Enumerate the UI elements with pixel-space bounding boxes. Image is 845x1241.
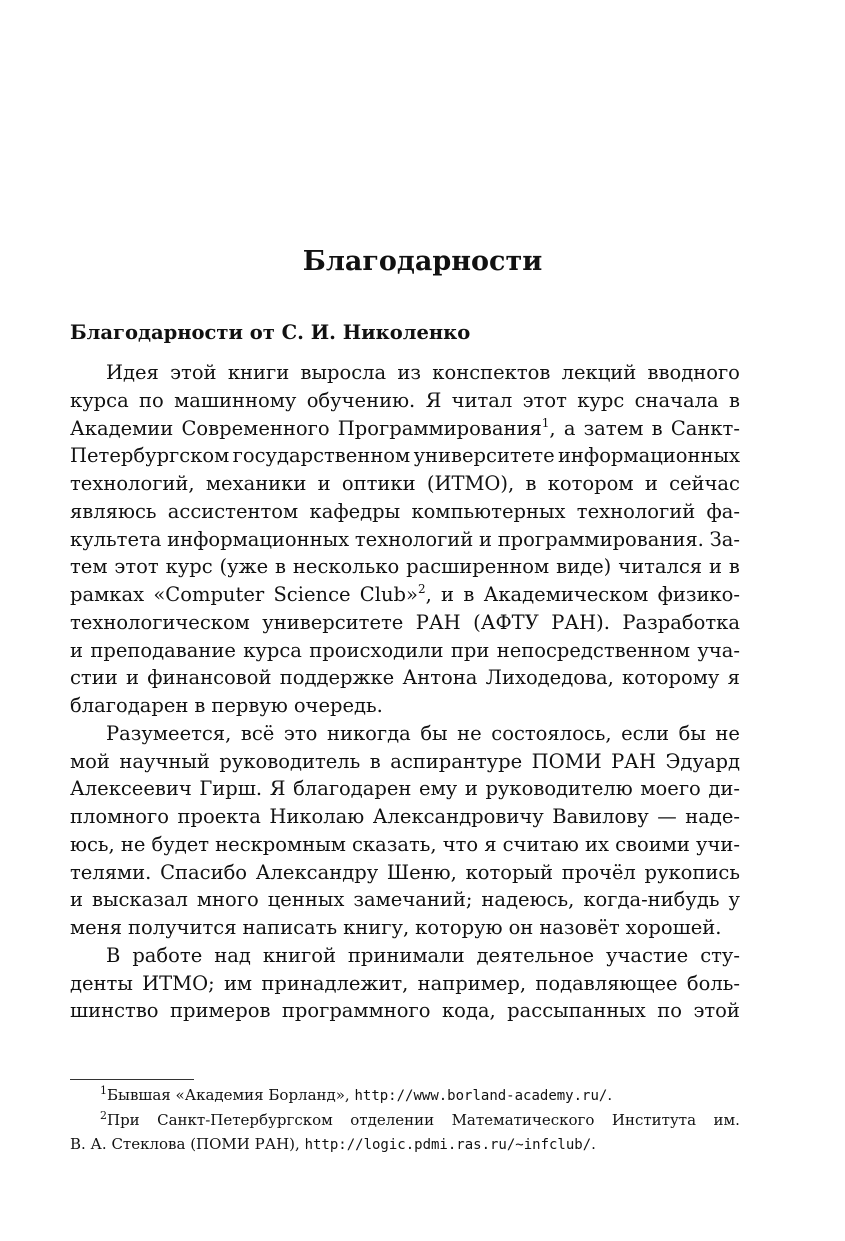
word: курс <box>165 555 213 579</box>
text-line <box>70 359 740 387</box>
word: в <box>525 472 537 495</box>
footnote-link[interactable]: http://www.borland-academy.ru/ <box>354 1088 608 1104</box>
text-line <box>70 581 740 609</box>
word: и <box>478 527 492 551</box>
word: финансовой <box>147 666 272 690</box>
word: Петербургском <box>70 444 230 468</box>
word: ди- <box>708 777 740 801</box>
word: Программирования$^1$, <box>337 415 556 440</box>
word: по <box>139 388 164 412</box>
word: получится <box>128 916 237 939</box>
word: надеюсь, <box>481 888 575 912</box>
text-line <box>70 664 740 692</box>
word: им. <box>713 1111 740 1129</box>
footnotes <box>70 1083 740 1157</box>
word: программирования. <box>497 527 704 551</box>
text-line <box>70 997 740 1025</box>
word: нескромным <box>215 832 346 856</box>
word: в <box>728 388 740 412</box>
word: физико- <box>657 583 740 606</box>
word: когда-нибудь <box>583 888 720 912</box>
word: в <box>728 555 740 579</box>
word: книги <box>227 361 290 384</box>
word: курса <box>70 388 129 412</box>
word: телями. <box>70 860 152 884</box>
word: я <box>484 832 497 856</box>
word: меня <box>70 916 123 939</box>
word: учи- <box>696 832 740 856</box>
text-line <box>70 442 740 470</box>
word: выросла <box>300 361 387 384</box>
word: Science <box>273 583 351 606</box>
word: Гирш. <box>199 777 263 801</box>
footnote-link[interactable]: http://logic.pdmi.ras.ru/~infclub/ <box>304 1137 592 1153</box>
word: ИТМО; <box>142 971 215 995</box>
word: «Computer <box>153 583 265 606</box>
word: замечаний; <box>353 888 473 912</box>
word: подавляющее <box>535 971 678 995</box>
word: Лиходедова, <box>485 666 614 690</box>
text-line <box>70 859 740 887</box>
text-line <box>70 886 740 914</box>
word: у <box>728 888 740 912</box>
word: этой <box>693 999 740 1023</box>
word: технологий <box>576 499 696 523</box>
word: Александру <box>255 860 379 884</box>
text-line <box>70 526 740 554</box>
word: и <box>441 583 455 606</box>
word: отделении <box>350 1111 435 1129</box>
text-line <box>70 553 740 581</box>
word: и <box>70 888 83 912</box>
word: обучению. <box>306 388 416 412</box>
word: котором <box>547 472 634 495</box>
word: руководителю <box>485 777 633 801</box>
footnote-end: . <box>591 1135 596 1153</box>
footnote-ref[interactable]: 1 <box>541 415 550 430</box>
word: Идея <box>106 361 159 384</box>
word: Спасибо <box>160 860 248 884</box>
word: назовёт <box>539 916 620 939</box>
word: — <box>657 805 677 828</box>
word: в <box>369 749 381 773</box>
word: если <box>621 721 669 745</box>
word: и <box>125 666 139 690</box>
word: всё <box>240 721 275 745</box>
word: не <box>457 721 482 745</box>
text-line <box>70 914 740 942</box>
word: своими <box>615 832 690 856</box>
word: РАН <box>415 610 461 634</box>
word: бы <box>678 721 706 745</box>
word: благодарен <box>70 694 189 717</box>
word: Александровичу <box>372 805 544 828</box>
footnote-rule <box>70 1079 194 1080</box>
word: Института <box>611 1111 697 1129</box>
word: никогда <box>326 721 411 745</box>
word: в <box>463 583 475 606</box>
word: шинство <box>70 999 159 1023</box>
word: (АФТУ <box>473 610 539 634</box>
word: поддержке <box>279 666 395 690</box>
word: Вавилову <box>552 805 649 828</box>
text-line <box>70 692 740 720</box>
word: сту- <box>700 943 740 967</box>
word: очередь. <box>293 694 383 717</box>
word: Санкт- <box>670 416 740 440</box>
word: не <box>120 832 146 856</box>
word: преподавание <box>90 638 236 662</box>
word: РАН). <box>551 610 610 634</box>
word: кафедры <box>309 499 401 523</box>
word: это <box>283 721 318 745</box>
word: участие <box>605 943 689 967</box>
text-line <box>70 970 740 998</box>
footnote-2-cont <box>70 1132 740 1157</box>
word: культета <box>70 527 162 551</box>
word: которую <box>415 916 503 939</box>
word: За- <box>709 527 740 551</box>
text-line <box>70 748 740 776</box>
word: Club»$^2$, <box>359 582 432 606</box>
word: программного <box>281 999 431 1023</box>
word: и <box>464 777 478 801</box>
word: уча- <box>697 638 740 662</box>
word: несколько <box>292 555 400 579</box>
word: которому <box>622 666 720 690</box>
word: непосредственном <box>496 638 691 662</box>
word: написать <box>242 916 338 939</box>
word: я <box>727 666 740 690</box>
word: университете <box>262 610 404 634</box>
word: расширенном <box>406 555 550 579</box>
word: бы <box>420 721 448 745</box>
word: компьютерных <box>411 499 566 523</box>
word: денты <box>70 971 133 995</box>
word: Академии <box>70 416 174 440</box>
word: Современного <box>181 416 330 440</box>
word: Эдуард <box>665 749 740 773</box>
word: по <box>657 999 682 1023</box>
word: высказал <box>92 888 188 912</box>
word: Шеню, <box>386 860 457 884</box>
word: информационных <box>167 527 350 551</box>
word: рукопись <box>644 860 740 884</box>
word: в <box>194 694 206 717</box>
footnote-end: . <box>607 1086 613 1104</box>
word: наде- <box>685 805 740 828</box>
word: Я <box>425 388 442 412</box>
word: деятельное <box>476 943 595 967</box>
word: моего <box>640 777 701 801</box>
word: Николаю <box>269 805 365 828</box>
word: технологий, <box>70 472 195 495</box>
word: ценных <box>267 888 345 912</box>
text-line <box>70 720 740 748</box>
word: являюсь <box>70 499 157 523</box>
text-line <box>70 470 740 498</box>
word: этот <box>522 388 567 412</box>
word: Академическом <box>483 583 649 606</box>
text-line <box>70 609 740 637</box>
word: который <box>465 860 554 884</box>
word: курса <box>243 638 302 662</box>
word: считаю <box>502 832 579 856</box>
text-line <box>70 387 740 415</box>
text-line <box>70 942 740 970</box>
word: юсь, <box>70 832 115 856</box>
word: благодарен <box>293 777 412 801</box>
word: лекций <box>561 361 637 384</box>
word: тем <box>70 555 108 579</box>
word: принимали <box>347 943 465 967</box>
word: состоялось, <box>491 721 612 745</box>
word: информационных <box>557 444 740 468</box>
word: Я <box>269 777 286 801</box>
word: $^2$При <box>100 1109 140 1129</box>
word: ему <box>419 777 458 801</box>
word: этой <box>170 361 217 384</box>
word: кода, <box>441 999 496 1023</box>
word: и <box>317 472 331 495</box>
word: в <box>275 555 286 579</box>
footnote-1 <box>70 1083 740 1108</box>
word: Математического <box>451 1111 595 1129</box>
word: примеров <box>170 999 271 1023</box>
word: вводного <box>647 361 740 384</box>
word: читал <box>451 388 513 412</box>
word: и <box>644 472 658 495</box>
word: происходили <box>309 638 444 662</box>
text-line <box>70 803 740 831</box>
word: книгой <box>262 943 336 967</box>
word: рамках <box>70 583 145 606</box>
word: работе <box>132 943 203 967</box>
word: Разработка <box>622 610 740 634</box>
word: читался <box>618 555 703 579</box>
word: книгу, <box>343 916 410 939</box>
word: рассыпанных <box>507 999 646 1023</box>
word: конспектов <box>432 361 551 384</box>
word: сейчас <box>669 472 740 495</box>
word: и <box>709 555 723 579</box>
word: университете <box>413 444 555 468</box>
word: ассистентом <box>167 499 299 523</box>
footnote-text: Бывшая «Академия Борланд», <box>107 1086 355 1104</box>
word: проекта <box>177 805 261 828</box>
word: В <box>106 943 121 967</box>
word: а <box>563 416 576 440</box>
word: мой <box>70 749 110 773</box>
word: хорошей. <box>625 916 722 939</box>
word: будет <box>151 832 210 856</box>
text-line <box>70 831 740 859</box>
footnote-ref[interactable]: 2 <box>417 582 426 596</box>
word: сказать, <box>352 832 437 856</box>
word: этот <box>114 555 159 579</box>
word: технологий <box>354 527 474 551</box>
text-line <box>70 415 740 443</box>
word: РАН <box>611 749 656 773</box>
word: их <box>584 832 609 856</box>
word: пломного <box>70 805 169 828</box>
footnote-text: В. А. Стеклова (ПОМИ РАН), <box>70 1135 305 1153</box>
word: виде) <box>556 555 612 579</box>
word: сначала <box>634 388 719 412</box>
word: ПОМИ <box>531 749 602 773</box>
word: оптики <box>341 472 416 495</box>
word: над <box>214 943 251 967</box>
word: не <box>715 721 740 745</box>
word: механики <box>205 472 307 495</box>
chapter-title: Благодарности <box>302 246 543 277</box>
word: он <box>508 916 534 939</box>
word: боль- <box>686 971 740 995</box>
word: затем <box>583 416 644 440</box>
word: руководитель <box>219 749 361 773</box>
word: научный <box>119 749 210 773</box>
word: первую <box>211 694 288 717</box>
section-heading: Благодарности от С. И. Николенко <box>70 321 471 344</box>
word: курс <box>577 388 625 412</box>
word: и <box>70 638 83 662</box>
word: им <box>223 971 253 995</box>
word: Разумеется, <box>106 721 232 745</box>
word: аспирантуре <box>390 749 523 773</box>
word: Санкт-Петербургском <box>157 1111 333 1129</box>
word: из <box>397 361 422 384</box>
footnote-number: 2 <box>100 1109 107 1122</box>
word: прочёл <box>561 860 636 884</box>
body-text <box>70 359 740 1025</box>
word: государственном <box>232 444 411 468</box>
word: стии <box>70 666 118 690</box>
footnote-2 <box>70 1108 740 1132</box>
word: в <box>651 416 663 440</box>
word: Антона <box>402 666 478 690</box>
word: например, <box>417 971 527 995</box>
word: Алексеевич <box>70 777 192 801</box>
text-line <box>70 775 740 803</box>
text-line <box>70 498 740 526</box>
word: при <box>450 638 490 662</box>
word: машинному <box>174 388 297 412</box>
word: много <box>196 888 259 912</box>
word: (ИТМО), <box>426 472 515 495</box>
word: принадлежит, <box>261 971 409 995</box>
word: что <box>442 832 479 856</box>
text-line <box>70 637 740 665</box>
word: технологическом <box>70 610 250 634</box>
word: фа- <box>706 499 740 523</box>
word: (уже <box>219 555 269 579</box>
footnote-number: 1 <box>100 1084 107 1097</box>
